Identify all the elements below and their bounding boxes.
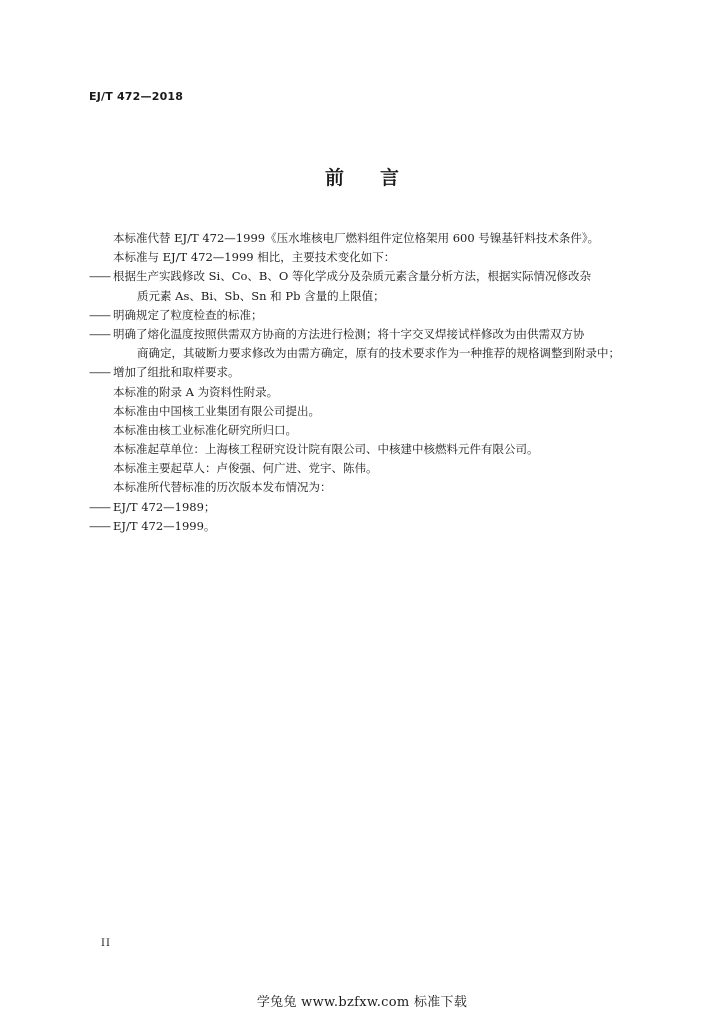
paragraph: 本标准由核工业标准化研究所归口。 xyxy=(113,422,297,437)
list-item-text: 根据生产实践修改 Si、Co、B、O 等化学成分及杂质元素含量分析方法，根据实际情况修改杂 xyxy=(113,269,591,284)
list-item xyxy=(89,517,633,536)
page-title: 前言 xyxy=(324,167,435,189)
standard-code-header: EJ/T 472—2018 xyxy=(89,90,184,103)
list-item xyxy=(89,498,633,517)
page-number: II xyxy=(101,938,111,949)
paragraph: 本标准的附录 A 为资料性附录。 xyxy=(113,384,279,399)
list-dash: —— xyxy=(89,307,110,322)
paragraph: 本标准代替 EJ/T 472—1999《压水堆核电厂燃料组件定位格架用 600 号镍基钎料技术条件》。 xyxy=(113,231,600,245)
list-item-continuation: 质元素 As、Bi、Sb、Sn 和 Pb 含量的上限值； xyxy=(137,288,385,303)
list-item-text: 明确了熔化温度按照供需双方协商的方法进行检测；将十字交叉焊接试样修改为由供需双方协 xyxy=(113,326,585,341)
paragraph: 本标准由中国核工业集团有限公司提出。 xyxy=(113,403,320,418)
list-item-text: 增加了组批和取样要求。 xyxy=(113,365,240,380)
paragraph: 本标准所代替标准的历次版本发布情况为： xyxy=(113,480,332,495)
list-item xyxy=(89,267,633,286)
paragraph: 本标准起草单位：上海核工程研究设计院有限公司、中核建中核燃料元件有限公司。 xyxy=(113,442,539,457)
list-item xyxy=(89,363,633,382)
list-item xyxy=(89,306,633,325)
list-item-text: 明确规定了粒度检查的标准； xyxy=(113,307,263,322)
list-item-text: EJ/T 472—1999。 xyxy=(113,518,216,533)
list-item-text: EJ/T 472—1989； xyxy=(113,499,216,514)
list-dash: —— xyxy=(89,269,110,284)
list-dash: —— xyxy=(89,326,110,341)
paragraph: 本标准主要起草人：卢俊强、何广进、党宇、陈伟。 xyxy=(113,461,378,476)
list-item xyxy=(89,325,633,344)
list-dash: —— xyxy=(89,499,110,514)
footer-watermark: 学兔兔 www.bzfxw.com 标准下载 xyxy=(256,995,468,1010)
paragraph: 本标准与 EJ/T 472—1999 相比，主要技术变化如下： xyxy=(113,250,396,265)
list-item-continuation: 商确定，其破断力要求修改为由需方确定，原有的技术要求作为一种推荐的规格调整到附录中； xyxy=(137,346,620,361)
list-dash: —— xyxy=(89,365,110,380)
foreword-body xyxy=(89,229,633,536)
list-dash: —— xyxy=(89,518,110,533)
